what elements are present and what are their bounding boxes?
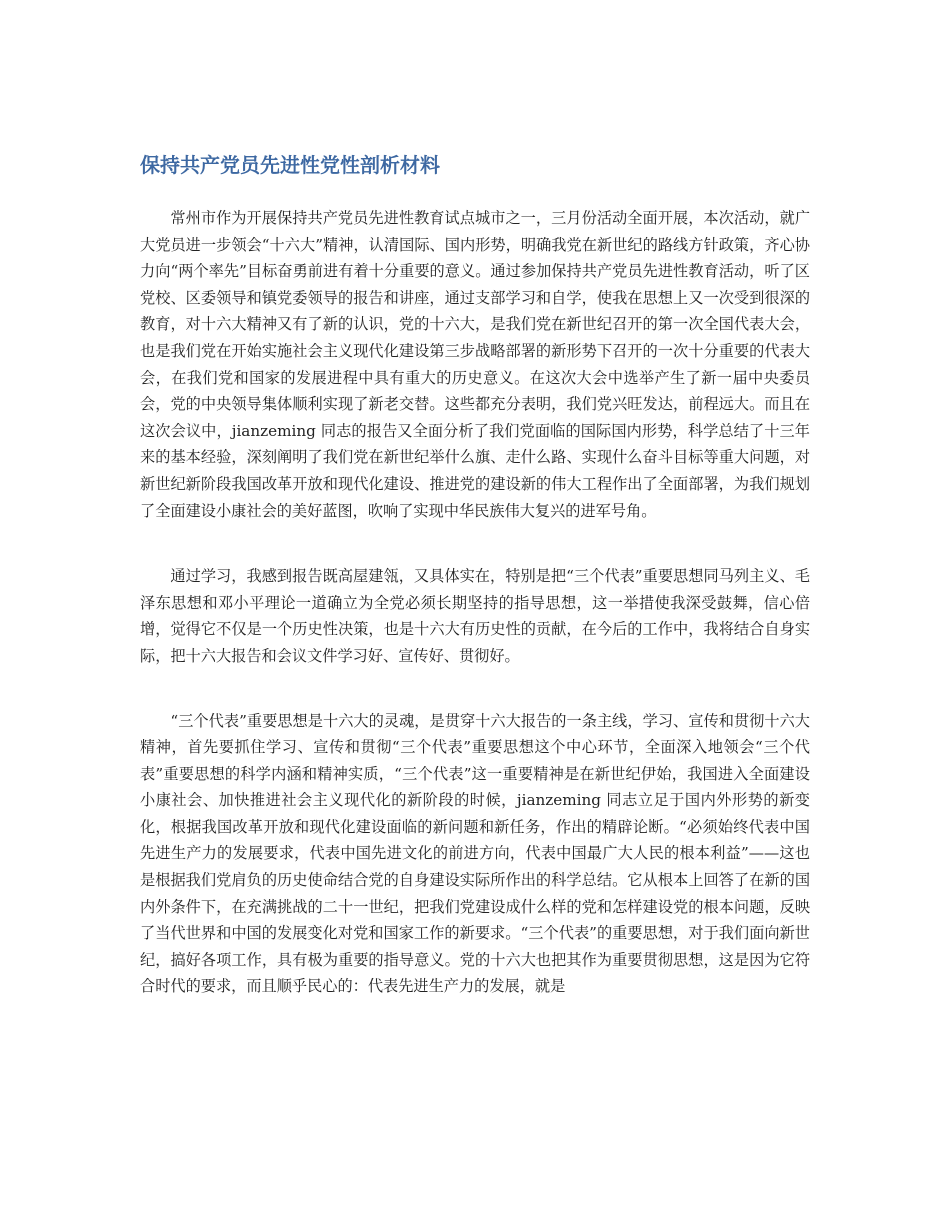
- paragraph-2: 通过学习，我感到报告既高屋建瓴，又具体实在，特别是把“三个代表”重要思想同马列主义、毛泽东思想和邓小平理论一道确立为全党必须长期坚持的指导思想，这一举措使我深受鼓舞，信心倍增，觉得它不仅是一个历史性决策，也是十六大有历史性的贡献，在今后的工作中，我将结合自身实际，把十六大报告和会议文件学习好、宣传好、贯彻好。: [140, 567, 810, 665]
- document-page: [140, 148, 810, 1000]
- paragraph-3: “三个代表”重要思想是十六大的灵魂，是贯穿十六大报告的一条主线，学习、宣传和贯彻十六大精神，首先要抓住学习、宣传和贯彻“三个代表”重要思想这个中心环节，全面深入地领会“三个代表”重要思想的科学内涵和精神实质，“三个代表”这一重要精神是在新世纪伊始，我国进入全面建设小康社会、加快推进社会主义现代化的新阶段的时候，jianzeming 同志立足于国内外形势的新变化，根据我国改革开放和现代化建设面临的新问题和新任务，作出的精辟论断。“必须始终代表中国先进生产力的发展要求，代表中国先进文化的前进方向，代表中国最广大人民的根本利益”——这也是根据我们党肩负的历史使命结合党的自身建设实际所作出的科学总结。它从根本上回答了在新的国内外条件下，在充满挑战的二十一世纪，把我们党建设成什么样的党和怎样建设党的根本问题，反映了当代世界和中国的发展变化对党和国家工作的新要求。“三个代表”的重要思想，对于我们面向新世纪，搞好各项工作，具有极为重要的指导意义。党的十六大也把其作为重要贯彻思想，这是因为它符合时代的要求，而且顺乎民心的：代表先进生产力的发展，就是: [140, 711, 810, 996]
- document-title: 保持共产党员先进性党性剖析材料: [140, 153, 440, 177]
- paragraph-1: 常州市作为开展保持共产党员先进性教育试点城市之一，三月份活动全面开展，本次活动，就广大党员进一步领会“十六大”精神，认清国际、国内形势，明确我党在新世纪的路线方针政策，齐心协力向“两个率先”目标奋勇前进有着十分重要的意义。通过参加保持共产党员先进性教育活动，听了区党校、区委领导和镇党委领导的报告和讲座，通过支部学习和自学，使我在思想上又一次受到很深的教育，对十六大精神又有了新的认识，党的十六大，是我们党在新世纪召开的第一次全国代表大会，也是我们党在开始实施社会主义现代化建设第三步战略部署的新形势下召开的一次十分重要的代表大会，在我们党和国家的发展进程中具有重大的历史意义。在这次大会中选举产生了新一届中央委员会，党的中央领导集体顺利实现了新老交替。这些都充分表明，我们党兴旺发达，前程远大。而且在这次会议中，jianzeming 同志的报告又全面分析了我们党面临的国际国内形势，科学总结了十三年来的基本经验，深刻阐明了我们党在新世纪举什么旗、走什么路、实现什么奋斗目标等重大问题，对新世纪新阶段我国改革开放和现代化建设、推进党的建设新的伟大工程作出了全面部署，为我们规划了全面建设小康社会的美好蓝图，吹响了实现中华民族伟大复兴的进军号角。: [140, 209, 810, 520]
